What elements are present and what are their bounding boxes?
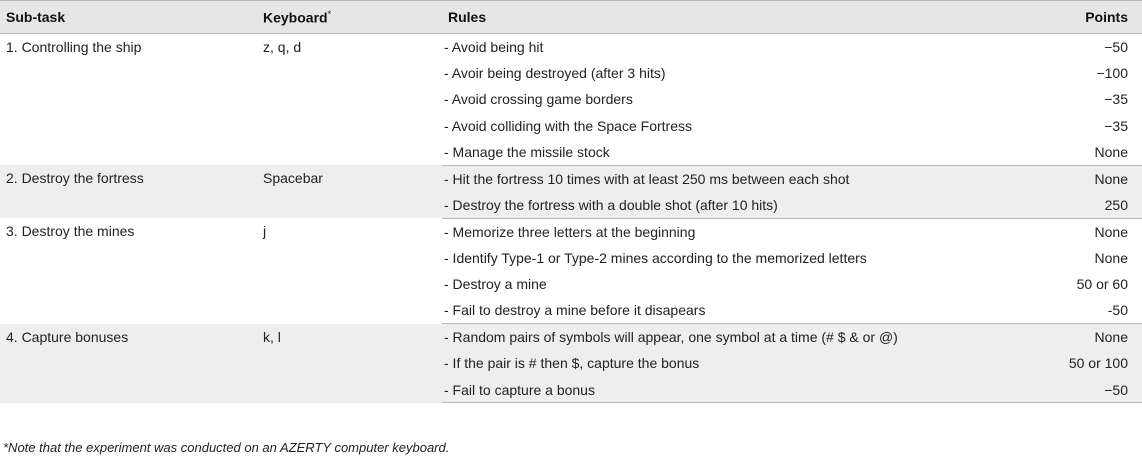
points-cell: −100 bbox=[1096, 65, 1128, 82]
points-cell: None bbox=[1022, 324, 1142, 350]
rule-cell: - Identify Type-1 or Type-2 mines according to the memorized letters bbox=[444, 249, 867, 266]
rule-cell: - Random pairs of symbols will appear, one symbol at a time (# $ & or @) bbox=[442, 324, 1022, 350]
points-cell: −35 bbox=[1104, 117, 1128, 134]
rule-cell: - Avoid being hit bbox=[444, 38, 544, 55]
rule-cell: - Memorize three letters at the beginning bbox=[444, 223, 696, 240]
subtask-cell: 1. Controlling the ship bbox=[6, 39, 142, 55]
rule-cell: - Avoir being destroyed (after 3 hits) bbox=[444, 65, 666, 82]
points-cell: None bbox=[1022, 165, 1142, 191]
rule-cell: - If the pair is # then $, capture the bonus bbox=[442, 350, 1022, 376]
keyboard-cell: z, q, d bbox=[263, 39, 302, 55]
header-keyboard bbox=[257, 1, 442, 34]
points-cell: None bbox=[1094, 249, 1128, 266]
points-cell: 50 or 100 bbox=[1022, 350, 1142, 376]
rule-cell: - Manage the missile stock bbox=[442, 139, 1022, 165]
rule-cell: - Destroy a mine bbox=[444, 276, 547, 293]
subtask-cell: 3. Destroy the mines bbox=[6, 223, 135, 240]
rule-cell: - Fail to capture a bonus bbox=[442, 377, 1022, 403]
points-cell: −50 bbox=[1104, 38, 1128, 55]
header-points: Points bbox=[1022, 1, 1142, 34]
subtask-cell: 4. Capture bonuses bbox=[0, 324, 257, 403]
points-cell: None bbox=[1094, 223, 1128, 240]
points-cell: 50 or 60 bbox=[1076, 276, 1128, 293]
keyboard-cell: k, l bbox=[257, 324, 442, 403]
keyboard-cell: Spacebar bbox=[257, 165, 442, 218]
subtask-cell: 2. Destroy the fortress bbox=[0, 165, 257, 218]
header-rules: Rules bbox=[442, 1, 1022, 34]
table-header bbox=[0, 1, 1142, 34]
header-keyboard-label: Keyboard bbox=[263, 9, 328, 26]
points-cell: −50 bbox=[1022, 377, 1142, 403]
keyboard-cell: j bbox=[263, 223, 267, 240]
table-body bbox=[0, 34, 1142, 403]
table-row bbox=[0, 324, 1142, 350]
points-cell: 250 bbox=[1022, 192, 1142, 218]
points-cell: −35 bbox=[1104, 91, 1128, 108]
footnote: *Note that the experiment was conducted on an AZERTY computer keyboard. bbox=[3, 440, 450, 455]
rule-cell: - Avoid crossing game borders bbox=[444, 91, 633, 108]
points-cell: -50 bbox=[1022, 297, 1142, 323]
table-row bbox=[0, 218, 1142, 244]
table-row bbox=[0, 165, 1142, 191]
rule-cell: - Destroy the fortress with a double shot (after 10 hits) bbox=[442, 192, 1022, 218]
rule-cell: - Hit the fortress 10 times with at least 250 ms between each shot bbox=[442, 165, 1022, 191]
rule-cell: - Fail to destroy a mine before it disapears bbox=[442, 297, 1022, 323]
points-cell: None bbox=[1022, 139, 1142, 165]
table-row bbox=[0, 34, 1142, 60]
header-subtask: Sub-task bbox=[0, 1, 257, 34]
header-keyboard-footnote-mark: * bbox=[327, 8, 332, 19]
rule-cell: - Avoid colliding with the Space Fortress bbox=[444, 117, 692, 134]
